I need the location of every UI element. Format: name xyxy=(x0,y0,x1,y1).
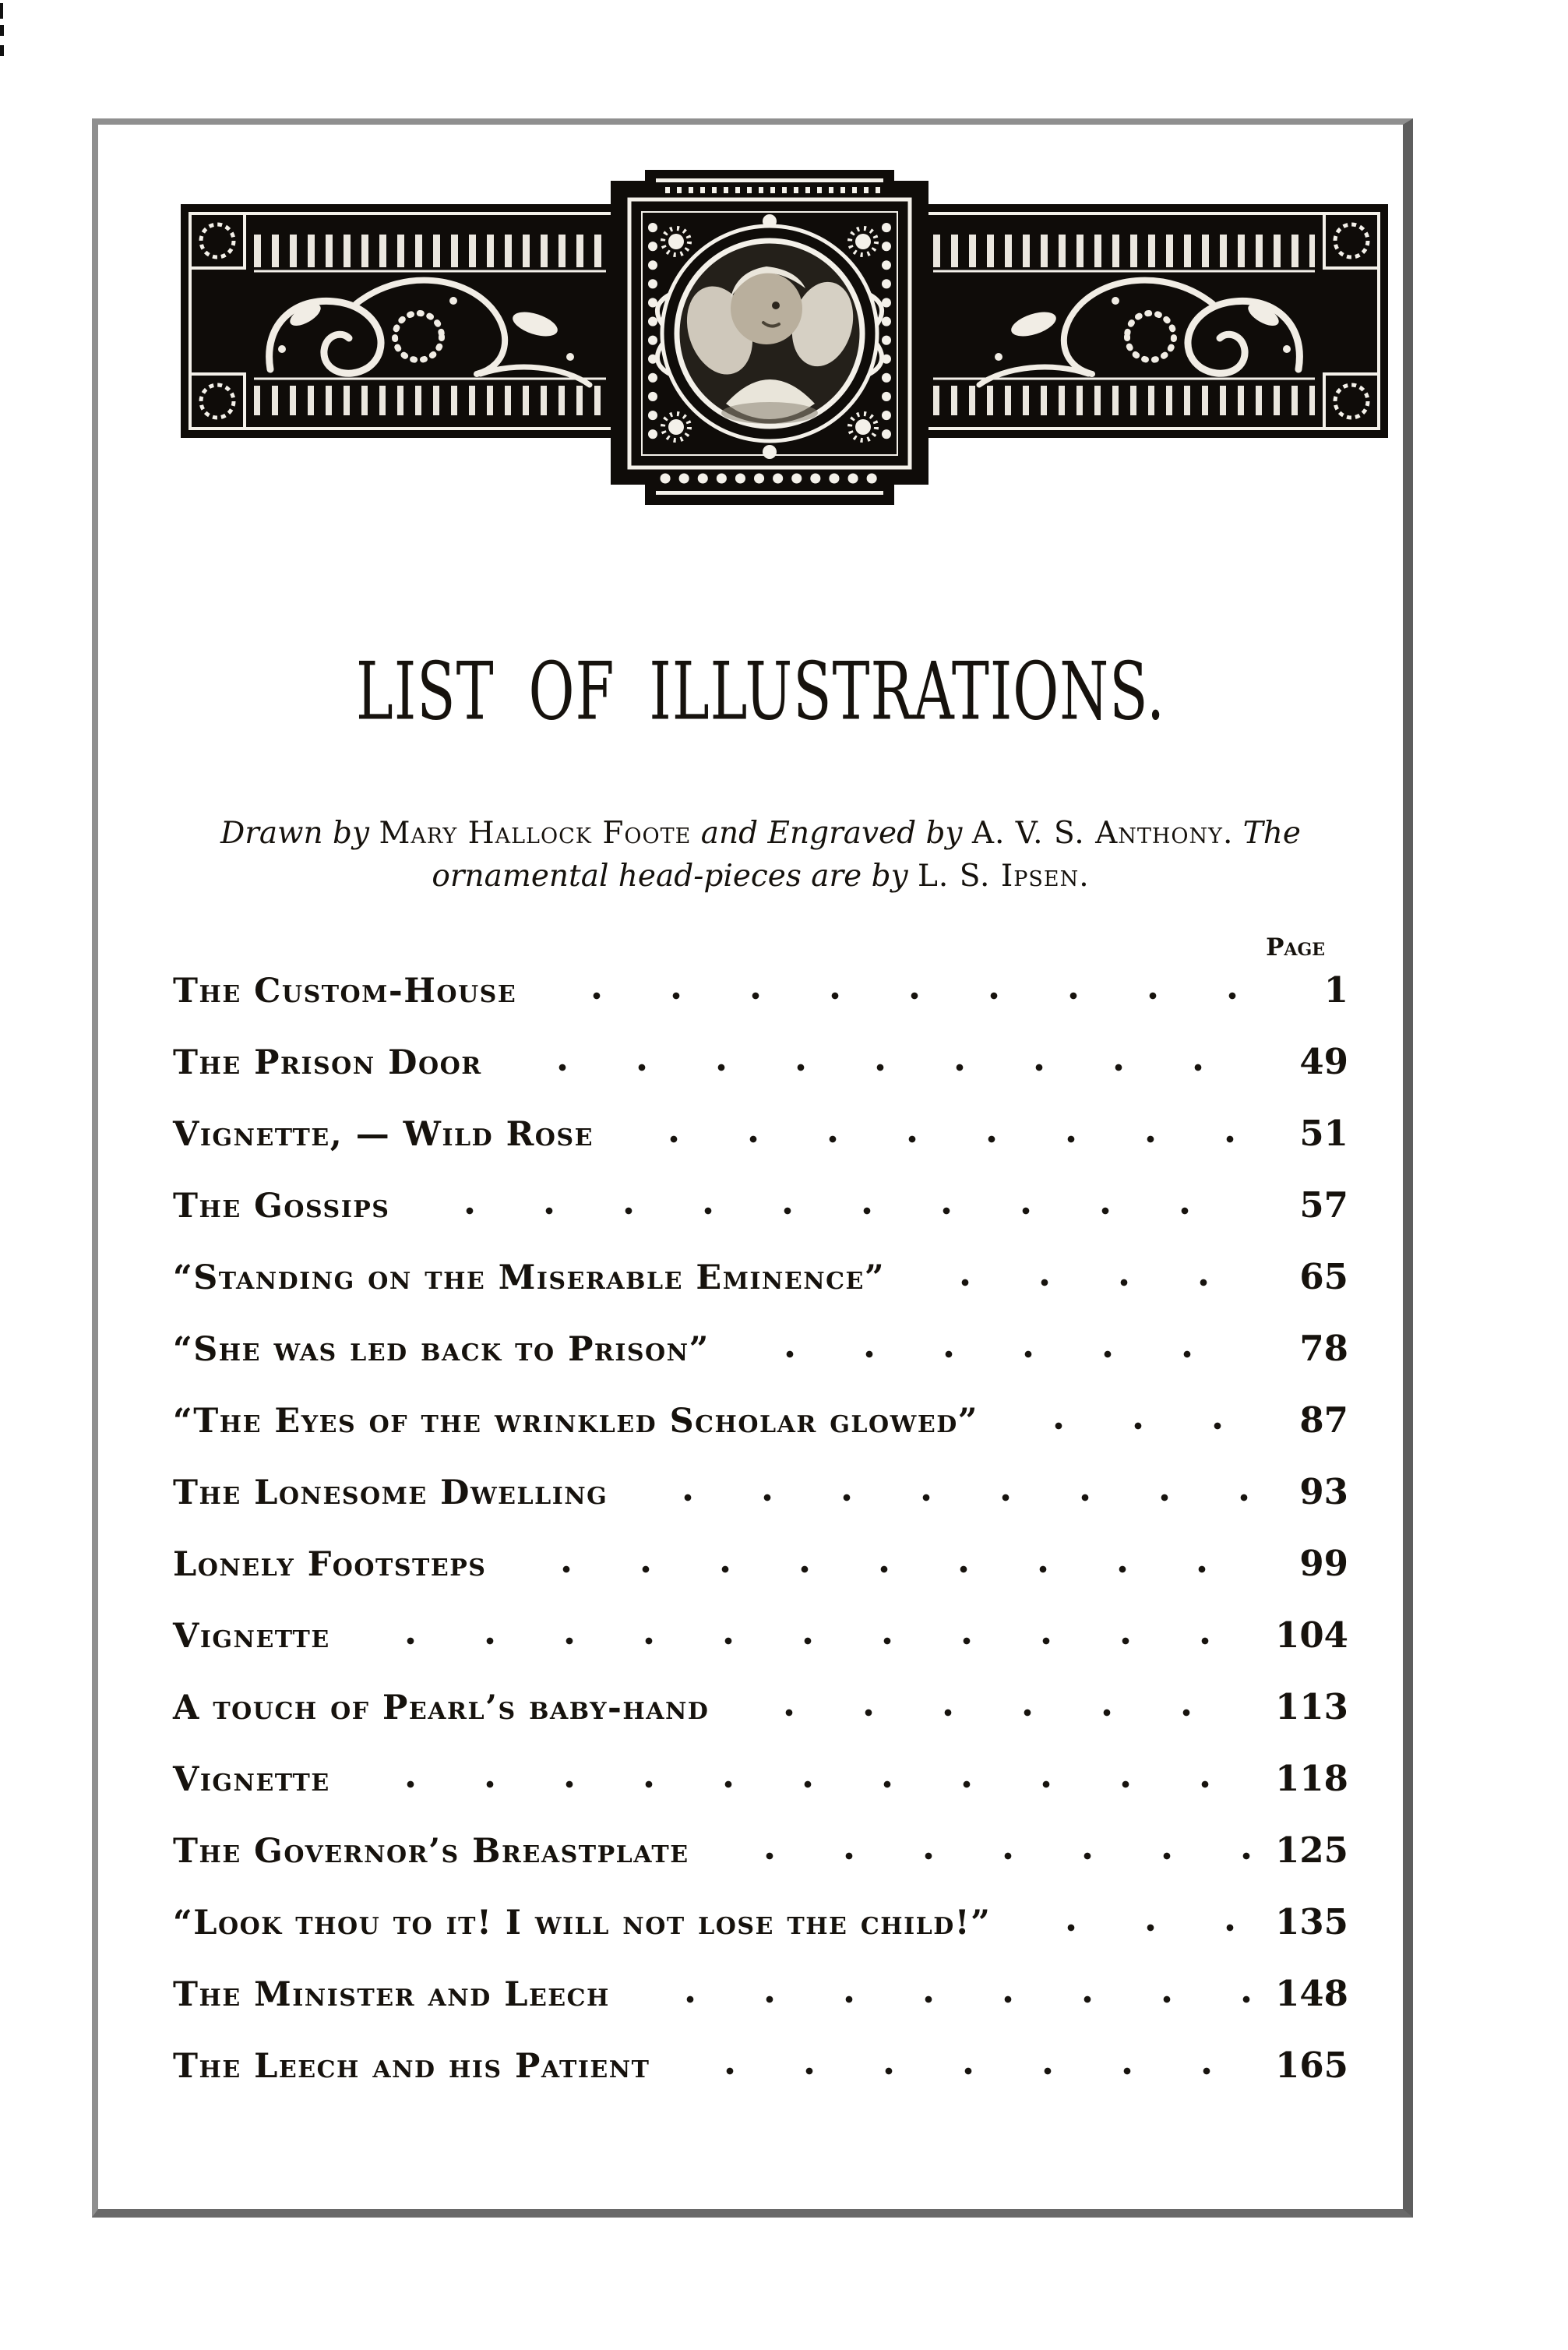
attribution-text: Mary Hallock Foote xyxy=(379,816,692,851)
entry-page-number: 65 xyxy=(1299,1256,1348,1297)
toc-entry xyxy=(173,1758,1348,1799)
entry-page-number: 57 xyxy=(1299,1184,1348,1226)
toc-entry xyxy=(173,1184,1348,1226)
toc-entry xyxy=(173,1328,1348,1369)
entry-page-number: 93 xyxy=(1299,1471,1348,1512)
entry-title: The Gossips xyxy=(173,1187,390,1226)
toc-entry xyxy=(173,1041,1348,1082)
entry-title: The Lonesome Dwelling xyxy=(173,1473,608,1512)
scan-artifact xyxy=(0,45,4,56)
toc-entry xyxy=(173,1471,1348,1512)
toc-entry xyxy=(173,1830,1348,1871)
entry-page-number: 125 xyxy=(1275,1830,1348,1871)
entry-title: The Governor’s Breastplate xyxy=(173,1832,689,1871)
toc-entry xyxy=(173,969,1348,1011)
entry-page-number: 148 xyxy=(1275,1973,1348,2014)
scan-artifact xyxy=(0,3,3,19)
dot-leader xyxy=(682,2064,1250,2078)
entry-title: The Prison Door xyxy=(173,1043,482,1082)
attribution-text: Drawn by xyxy=(220,816,379,851)
entry-title: Vignette xyxy=(173,1617,330,1656)
attribution-text: A. V. S. Anthony. xyxy=(971,816,1234,851)
dot-leader xyxy=(742,1706,1250,1720)
entry-page-number: 135 xyxy=(1275,1901,1348,1942)
headpiece-center-panel xyxy=(611,170,928,505)
dot-leader xyxy=(1011,1419,1250,1433)
title-row xyxy=(173,644,1348,738)
attribution-text: L. S. Ipsen. xyxy=(918,859,1090,894)
entry-title: The Custom-House xyxy=(173,972,517,1011)
dot-leader xyxy=(626,1132,1250,1146)
dot-leader xyxy=(643,1992,1250,2006)
page-title: LIST OF ILLUSTRATIONS. xyxy=(356,644,1165,738)
entry-page-number: 99 xyxy=(1299,1543,1348,1584)
entry-title: Vignette xyxy=(173,1760,330,1799)
toc-entry xyxy=(173,2045,1348,2086)
dot-leader xyxy=(722,1849,1250,1863)
entry-title: “Standing on the Miserable Eminence” xyxy=(173,1258,886,1297)
attribution-text: The xyxy=(1233,816,1301,851)
toc-entry xyxy=(173,1399,1348,1441)
entry-title: Vignette, — Wild Rose xyxy=(173,1115,594,1154)
entry-page-number: 87 xyxy=(1299,1399,1348,1441)
entry-page-number: 165 xyxy=(1275,2045,1348,2086)
entry-title: A touch of Pearl’s baby-hand xyxy=(173,1688,710,1727)
entry-title: “Look thou to it! I will not lose the child!” xyxy=(173,1904,992,1942)
headpiece-medallion xyxy=(662,226,877,441)
page-content xyxy=(98,125,1403,2209)
page-border-frame xyxy=(92,118,1413,2218)
toc-entry xyxy=(173,1543,1348,1584)
toc-entry xyxy=(173,1901,1348,1942)
entry-page-number: 49 xyxy=(1299,1041,1348,1082)
attribution-text: and Engraved by xyxy=(691,816,972,851)
entry-page-number: 118 xyxy=(1275,1758,1348,1799)
dot-leader xyxy=(515,1060,1250,1074)
attribution xyxy=(173,812,1348,898)
toc-entry xyxy=(173,1973,1348,2014)
dot-leader xyxy=(519,1562,1250,1576)
entry-page-number: 51 xyxy=(1299,1113,1348,1154)
attribution-text: ornamental head-pieces are by xyxy=(432,859,918,894)
entry-title: The Leech and his Patient xyxy=(173,2047,650,2086)
entry-page-number: 1 xyxy=(1323,969,1348,1011)
dot-leader xyxy=(363,1777,1250,1791)
entry-title: Lonely Footsteps xyxy=(173,1545,487,1584)
dot-leader xyxy=(742,1347,1250,1361)
toc-entry xyxy=(173,1256,1348,1297)
dot-leader xyxy=(422,1204,1250,1218)
dot-leader xyxy=(1024,1921,1250,1935)
ornamental-headpiece xyxy=(181,170,1388,505)
scan-artifact xyxy=(0,25,4,36)
entry-page-number: 78 xyxy=(1299,1328,1348,1369)
page-column-header: Page xyxy=(1266,933,1325,962)
entry-page-number: 113 xyxy=(1275,1686,1348,1727)
dot-leader xyxy=(363,1634,1250,1648)
toc-entry xyxy=(173,1686,1348,1727)
entry-title: The Minister and Leech xyxy=(173,1975,610,2014)
toc-entry xyxy=(173,1614,1348,1656)
entry-page-number: 104 xyxy=(1275,1614,1348,1656)
illustration-list xyxy=(173,969,1348,2086)
dot-leader xyxy=(549,989,1250,1003)
dot-leader xyxy=(918,1276,1250,1290)
entry-title: “The Eyes of the wrinkled Scholar glowed” xyxy=(173,1402,978,1441)
toc-entry xyxy=(173,1113,1348,1154)
entry-title: “She was led back to Prison” xyxy=(173,1330,710,1369)
dot-leader xyxy=(640,1491,1250,1505)
